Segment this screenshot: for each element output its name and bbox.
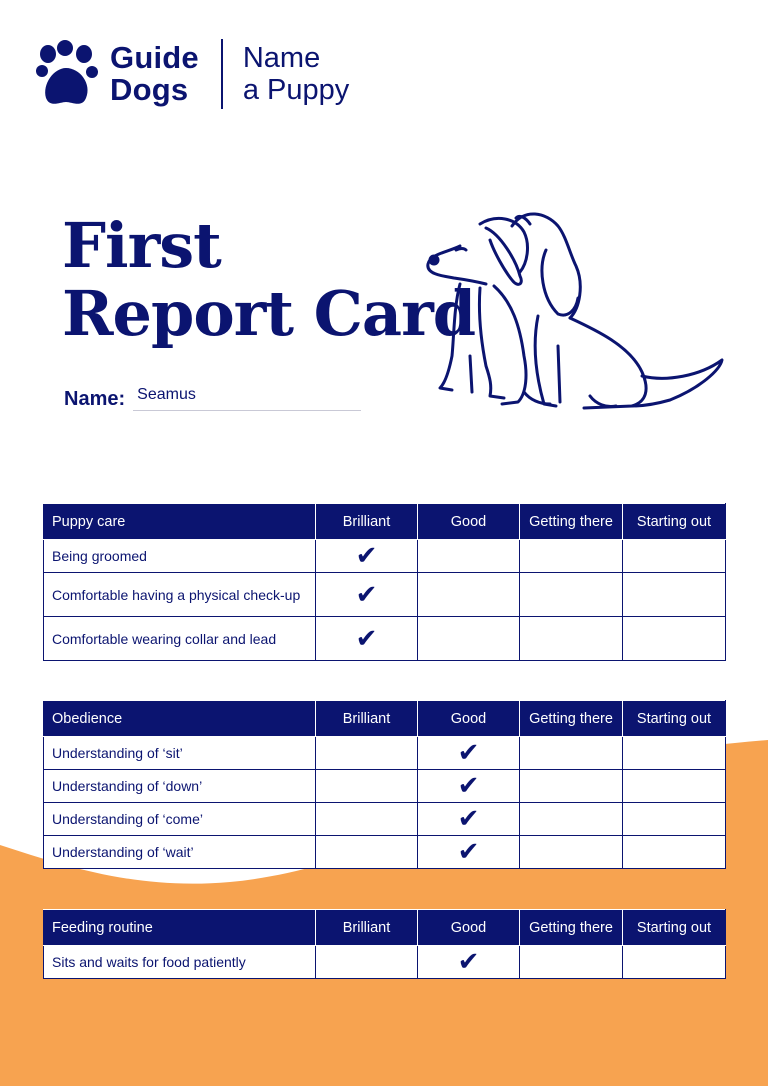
header-divider [221,39,223,109]
empty-cell [623,617,726,661]
empty-cell [520,540,623,573]
empty-cell [623,540,726,573]
skill-label: Comfortable wearing collar and lead [44,617,316,661]
empty-cell [316,737,418,770]
feeding-routine-table [43,909,726,979]
empty-cell [316,946,418,979]
empty-cell [316,836,418,869]
empty-cell [520,770,623,803]
section-title: Obedience [44,701,316,737]
header [34,36,349,112]
table-row [44,946,726,979]
table-header-row [44,910,726,946]
column-header-brilliant: Brilliant [316,701,418,737]
empty-cell [520,803,623,836]
empty-cell [316,803,418,836]
column-header-getting-there: Getting there [520,701,623,737]
name-field [64,386,361,411]
table-row [44,617,726,661]
column-header-brilliant: Brilliant [316,910,418,946]
column-header-good: Good [418,701,520,737]
empty-cell [418,573,520,617]
table-row [44,737,726,770]
page-title [62,209,476,350]
table-row [44,573,726,617]
column-header-starting-out: Starting out [623,910,726,946]
campaign-name [243,42,349,106]
skill-label: Understanding of ‘down’ [44,770,316,803]
skill-label: Understanding of ‘wait’ [44,836,316,869]
check-icon: ✔ [418,946,520,979]
check-icon: ✔ [316,540,418,573]
campaign-line-2: a Puppy [242,74,350,106]
obedience-table [43,700,726,869]
empty-cell [520,573,623,617]
table-row [44,540,726,573]
empty-cell [623,803,726,836]
column-header-brilliant: Brilliant [316,504,418,540]
brand-line-1: Guide [110,40,199,75]
brand-line-2: Dogs [110,72,189,107]
table-row [44,770,726,803]
empty-cell [623,737,726,770]
title-line-1: First [62,209,221,282]
check-icon: ✔ [316,573,418,617]
column-header-starting-out: Starting out [623,701,726,737]
skill-label: Sits and waits for food patiently [44,946,316,979]
empty-cell [520,946,623,979]
skill-label: Being groomed [44,540,316,573]
check-icon: ✔ [316,617,418,661]
puppy-care-table [43,503,726,661]
empty-cell [623,946,726,979]
empty-cell [316,770,418,803]
empty-cell [623,836,726,869]
skill-label: Comfortable having a physical check-up [44,573,316,617]
name-label: Name: [64,388,126,410]
check-icon: ✔ [418,737,520,770]
check-icon: ✔ [418,770,520,803]
column-header-good: Good [418,504,520,540]
empty-cell [623,573,726,617]
check-icon: ✔ [418,803,520,836]
table-header-row [44,701,726,737]
empty-cell [520,737,623,770]
section-title: Feeding routine [44,910,316,946]
empty-cell [520,836,623,869]
column-header-starting-out: Starting out [623,504,726,540]
table-row [44,803,726,836]
skill-label: Understanding of ‘come’ [44,803,316,836]
two-puppies-illustration [420,206,730,421]
column-header-getting-there: Getting there [520,910,623,946]
empty-cell [418,617,520,661]
check-icon: ✔ [418,836,520,869]
brand-name [110,42,199,106]
name-value: Seamus [133,386,361,411]
table-row [44,836,726,869]
title-line-2: Report Card [62,277,476,350]
column-header-getting-there: Getting there [520,504,623,540]
paw-logo-icon [34,40,100,108]
campaign-line-1: Name [242,42,321,74]
skill-label: Understanding of ‘sit’ [44,737,316,770]
empty-cell [418,540,520,573]
column-header-good: Good [418,910,520,946]
table-header-row [44,504,726,540]
empty-cell [623,770,726,803]
empty-cell [520,617,623,661]
section-title: Puppy care [44,504,316,540]
